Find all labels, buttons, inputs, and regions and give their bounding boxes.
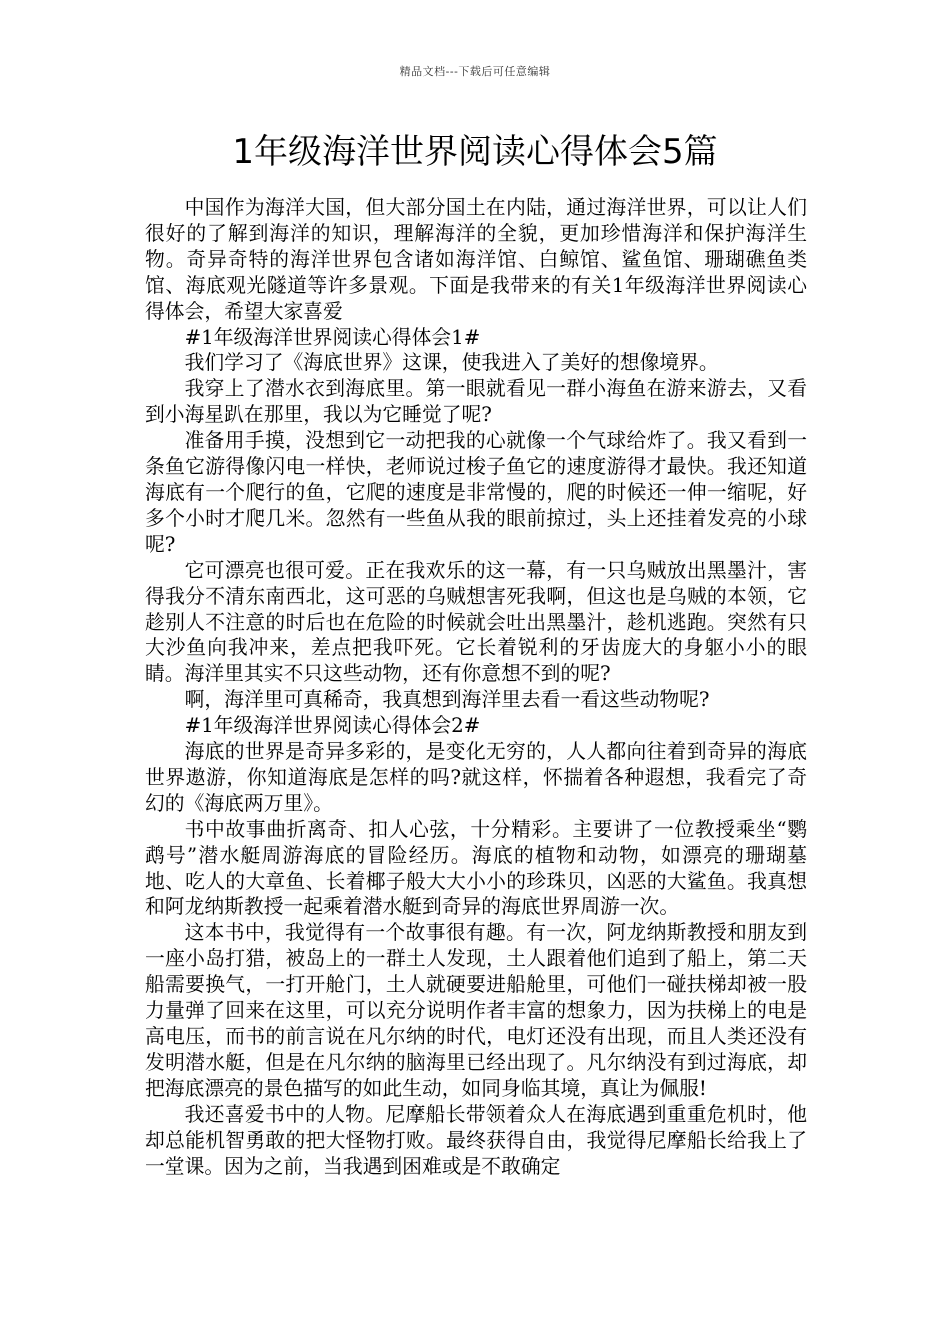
- paragraph: 这本书中，我觉得有一个故事很有趣。有一次，阿龙纳斯教授和朋友到一座小岛打猎，被岛上的一群土人发现，土人跟着他们追到了船上，第二天船需要换气，一打开舱门，土人就硬要进船舱里，可他们一碰扶梯却被一股力量弹了回来在这里，可以充分说明作者丰富的想象力，因为扶梯上的电是高电压，而书的前言说在凡尔纳的时代，电灯还没有出现，而且人类还没有发明潜水艇，但是在凡尔纳的脑海里已经出现了。凡尔纳没有到过海底，却把海底漂亮的景色描写的如此生动，如同身临其境，真让为佩服!: [145, 921, 807, 1100]
- paragraph: 准备用手摸，没想到它一动把我的心就像一个气球给炸了。我又看到一条鱼它游得像闪电一样快，老师说过梭子鱼它的速度游得才最快。我还知道海底有一个爬行的鱼，它爬的速度是非常慢的，爬的时候还一伸一缩呢，好多个小时才爬几米。忽然有一些鱼从我的眼前掠过，头上还挂着发亮的小球呢?: [145, 429, 807, 556]
- paragraph: 我们学习了《海底世界》这课，使我进入了美好的想像境界。: [184, 351, 719, 375]
- paragraph: 我还喜爱书中的人物。尼摩船长带领着众人在海底遇到重重危机时，他却总能机智勇敢的把大怪物打败。最终获得自由，我觉得尼摩船长给我上了一堂课。因为之前，当我遇到困难或是不敢确定: [145, 1102, 807, 1178]
- paragraph: 书中故事曲折离奇、扣人心弦，十分精彩。主要讲了一位教授乘坐“鹦鹉号”潜水艇周游海底的冒险经历。海底的植物和动物，如漂亮的珊瑚墓地、吃人的大章鱼、长着椰子般大大小小的珍珠贝，凶恶的大鲨鱼。我真想和阿龙纳斯教授一起乘着潜水艇到奇异的海底世界周游一次。: [145, 817, 807, 919]
- paragraph: 海底的世界是奇异多彩的，是变化无穷的，人人都向往着到奇异的海底世界遨游，你知道海底是怎样的吗?就这样，怀揣着各种遐想，我看完了奇幻的《海底两万里》。: [145, 740, 807, 815]
- paragraph-intro: 中国作为海洋大国，但大部分国土在内陆，通过海洋世界，可以让人们很好的了解到海洋的知识，理解海洋的全貌，更加珍惜海洋和保护海洋生物。奇异奇特的海洋世界包含诸如海洋馆、白鲸馆、鲨鱼馆、珊瑚礁鱼类馆、海底观光隧道等许多景观。下面是我带来的有关1年级海洋世界阅读心得体会，希望大家喜爱: [145, 196, 807, 323]
- page-title: 1年级海洋世界阅读心得体会5篇: [232, 132, 718, 172]
- document-body: [145, 195, 807, 1179]
- paragraph: 我穿上了潜水衣到海底里。第一眼就看见一群小海鱼在游来游去，又看到小海星趴在那里，我以为它睡觉了呢?: [145, 377, 807, 427]
- section-heading-2: #1年级海洋世界阅读心得体会2#: [184, 714, 481, 738]
- section-heading-1: #1年级海洋世界阅读心得体会1#: [184, 325, 481, 349]
- paragraph: 啊，海洋里可真稀奇，我真想到海洋里去看一看这些动物呢?: [184, 688, 710, 712]
- paragraph: 它可漂亮也很可爱。正在我欢乐的这一幕，有一只乌贼放出黑墨汁，害得我分不清东南西北，这可恶的乌贼想害死我啊，但这也是乌贼的本领，它趁别人不注意的时后也在危险的时候就会吐出黑墨汁，趁机逃跑。突然有只大沙鱼向我冲来，差点把我吓死。它长着锐利的牙齿庞大的身躯小小的眼睛。海洋里其实不只这些动物，还有你意想不到的呢?: [145, 558, 807, 686]
- header-watermark: 精品文档---下载后可任意编辑: [399, 65, 551, 78]
